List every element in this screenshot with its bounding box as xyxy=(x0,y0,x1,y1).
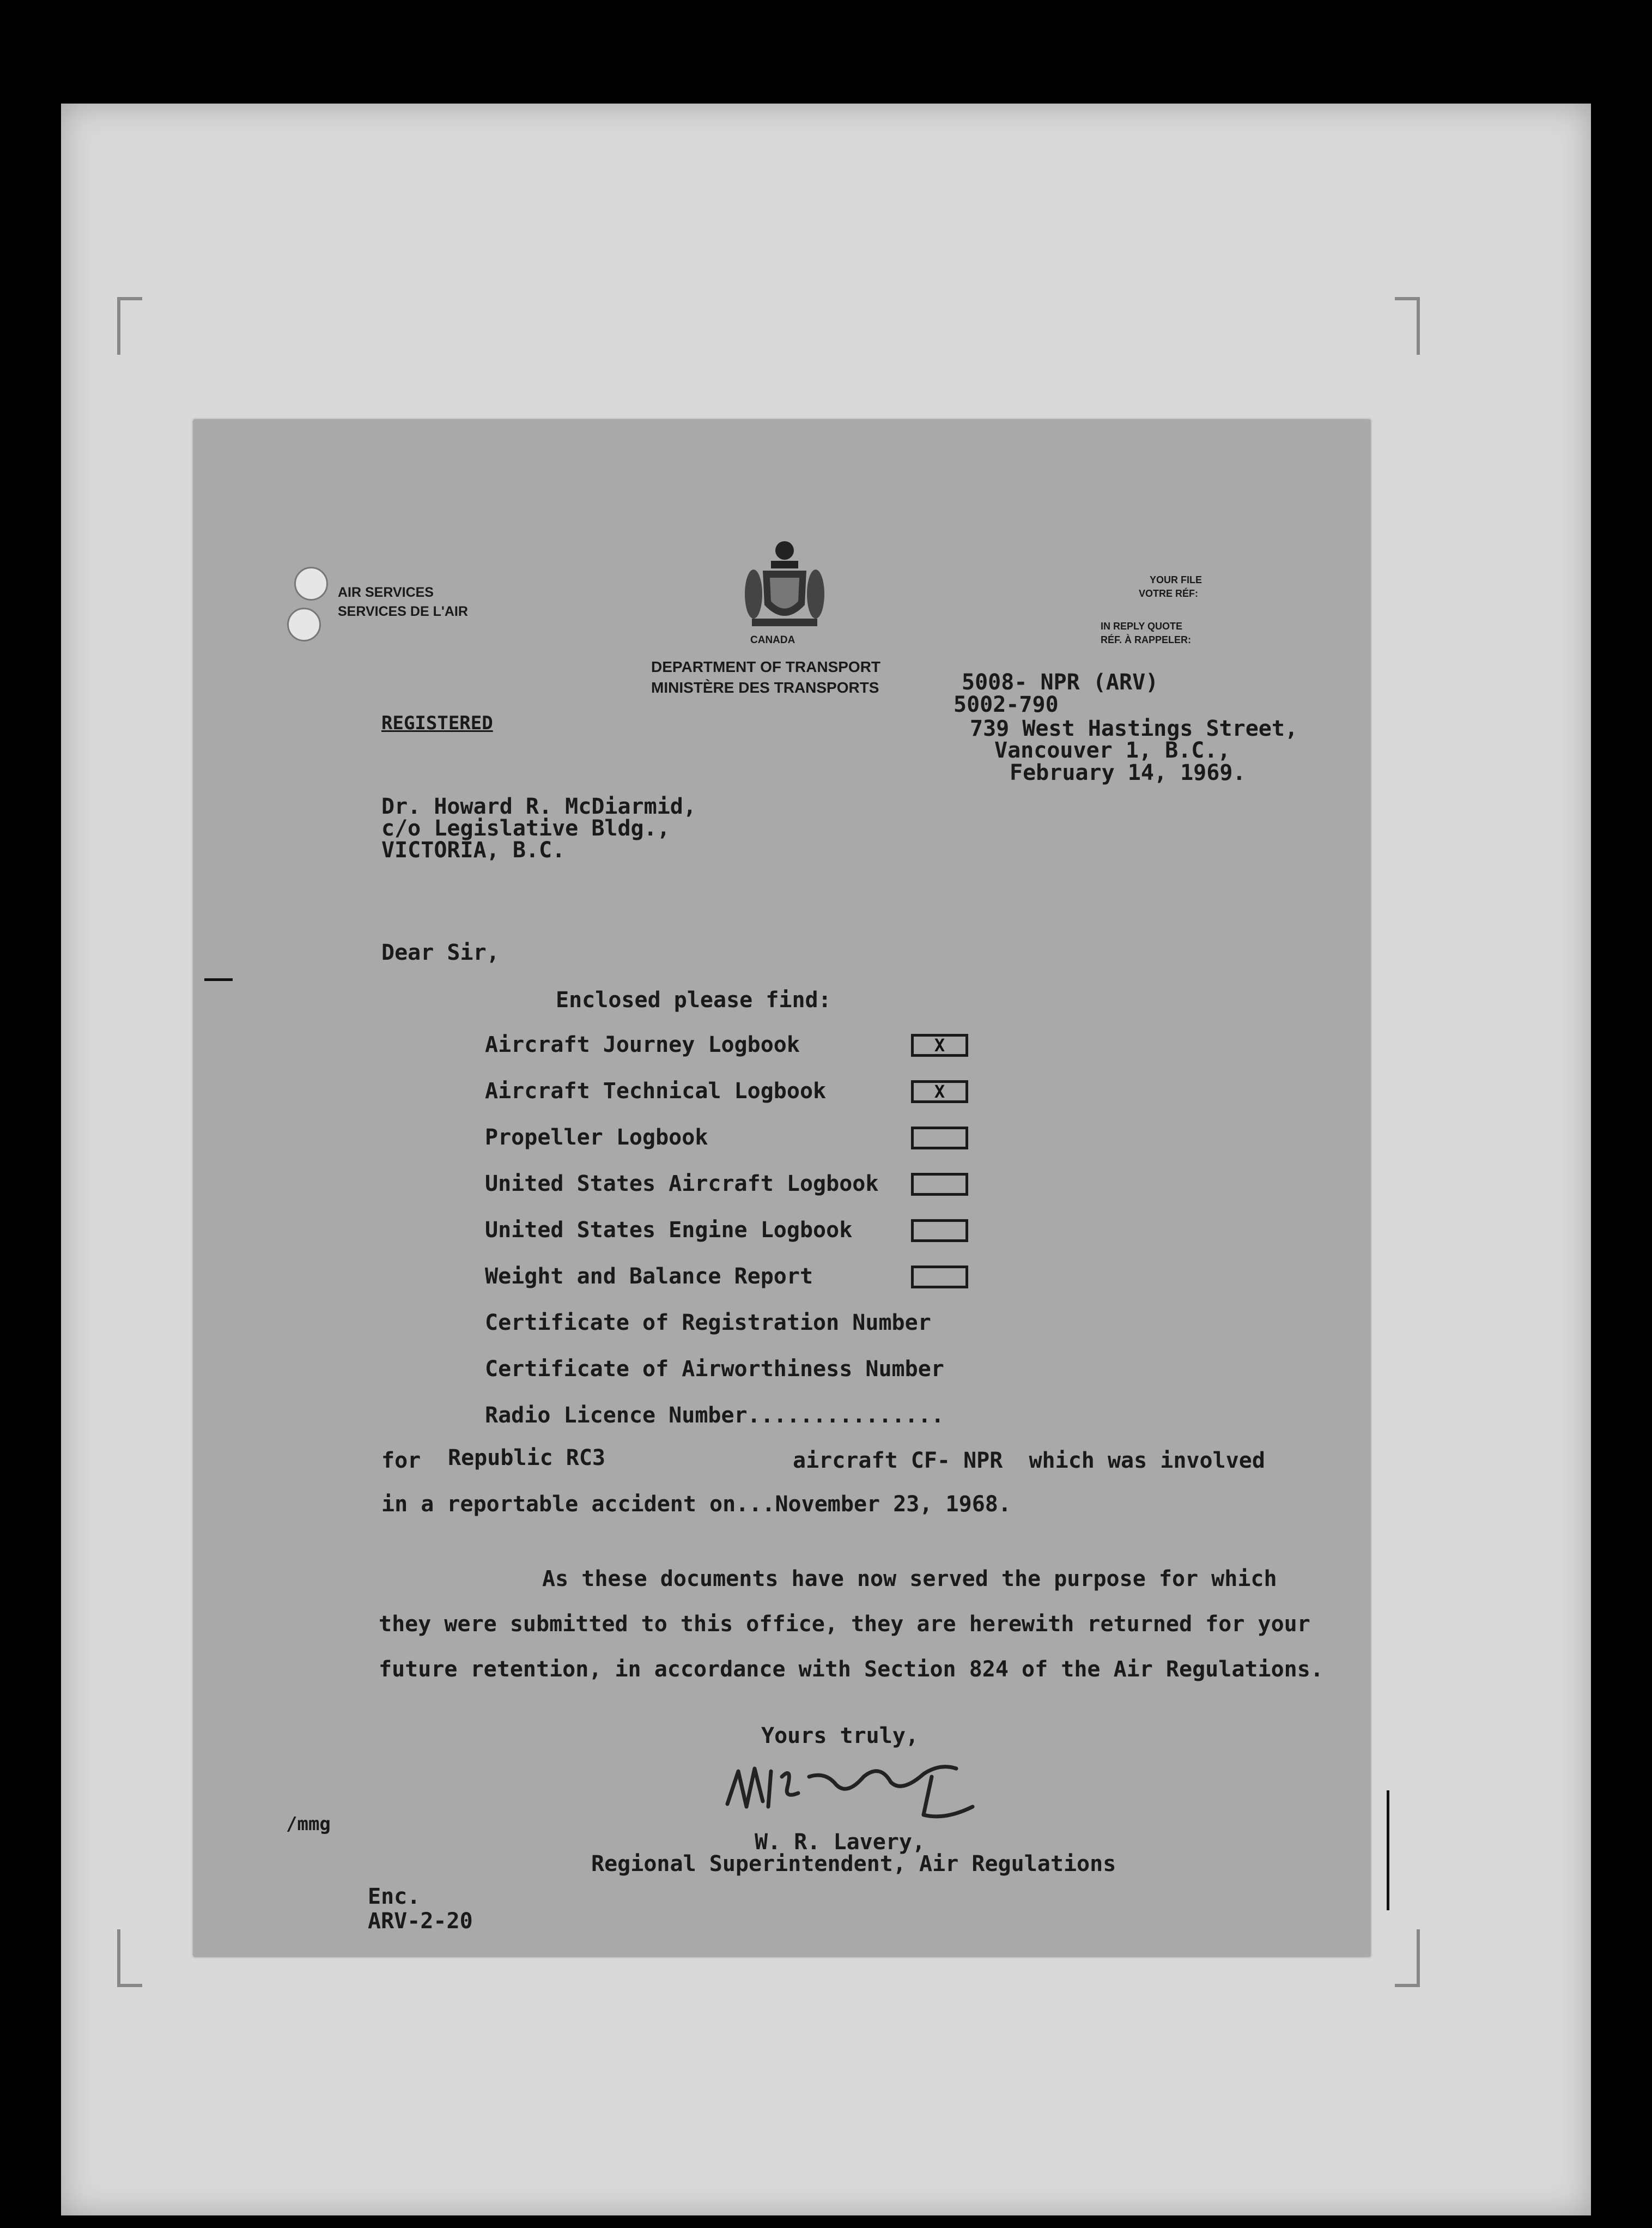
enclosed-intro: Enclosed please find: xyxy=(556,988,831,1013)
recipient-line-1: Dr. Howard R. McDiarmid, xyxy=(381,794,696,819)
crop-mark-top-right xyxy=(1395,297,1420,355)
punch-hole-icon xyxy=(287,608,321,641)
item-label: Propeller Logbook xyxy=(485,1125,708,1150)
enclosure-label: Enc. xyxy=(368,1884,421,1909)
cert-line: Certificate of Registration Number xyxy=(485,1310,931,1335)
letter-date: February 14, 1969. xyxy=(1010,760,1246,785)
item-checkbox xyxy=(911,1266,968,1288)
letter-page xyxy=(193,420,1370,1957)
address-city: Vancouver 1, B.C., xyxy=(994,738,1231,763)
air-services-label: AIR SERVICES xyxy=(338,585,434,600)
item-label: United States Aircraft Logbook xyxy=(485,1171,879,1196)
services-air-label: SERVICES DE L'AIR xyxy=(338,604,468,619)
department-fr: MINISTÈRE DES TRANSPORTS xyxy=(651,679,879,696)
crop-mark-bottom-right xyxy=(1395,1929,1420,1987)
item-label: Aircraft Journey Logbook xyxy=(485,1032,800,1057)
cert-line: Radio Licence Number............... xyxy=(485,1403,944,1428)
crop-mark-bottom-left xyxy=(117,1929,142,1987)
item-checkbox: X xyxy=(911,1080,968,1103)
ref-rappeler-label: RÉF. À RAPPELER: xyxy=(1101,634,1192,645)
typist-initials: /mmg xyxy=(286,1813,331,1835)
body-line: As these documents have now served the purpose for which xyxy=(542,1566,1277,1591)
item-label: United States Engine Logbook xyxy=(485,1218,853,1243)
crop-mark-top-left xyxy=(117,297,142,355)
aircraft-type: Republic RC3 xyxy=(448,1445,605,1470)
registered-stamp: REGISTERED xyxy=(381,712,493,734)
coat-of-arms-icon xyxy=(744,537,825,632)
file-reference-1: 5008- NPR (ARV) xyxy=(962,670,1159,695)
recipient-line-2: c/o Legislative Bldg., xyxy=(381,816,670,841)
body-line: future retention, in accordance with Section 824 of the Air Regulations. xyxy=(379,1657,1323,1682)
margin-line xyxy=(1387,1790,1389,1910)
item-checkbox xyxy=(911,1127,968,1149)
reply-quote-label: IN REPLY QUOTE xyxy=(1101,621,1183,632)
signature-icon xyxy=(716,1755,983,1826)
item-checkbox xyxy=(911,1219,968,1242)
item-label: Weight and Balance Report xyxy=(485,1264,813,1289)
department-en: DEPARTMENT OF TRANSPORT xyxy=(651,658,881,675)
address-street: 739 West Hastings Street, xyxy=(970,716,1298,741)
body-line: they were submitted to this office, they are herewith returned for your xyxy=(379,1612,1310,1637)
item-checkbox: X xyxy=(911,1034,968,1057)
item-label: Aircraft Technical Logbook xyxy=(485,1079,827,1104)
signer-name: W. R. Lavery, xyxy=(755,1830,926,1855)
votre-ref-label: VOTRE RÉF: xyxy=(1139,588,1199,599)
item-checkbox xyxy=(911,1173,968,1196)
canada-label: CANADA xyxy=(750,634,795,646)
punch-hole-icon xyxy=(294,567,328,601)
cert-line: Certificate of Airworthiness Number xyxy=(485,1357,944,1382)
recipient-line-3: VICTORIA, B.C. xyxy=(381,838,566,863)
closing: Yours truly, xyxy=(761,1723,919,1748)
aircraft-registration: aircraft CF- NPR which was involved xyxy=(793,1448,1265,1473)
salutation: Dear Sir, xyxy=(381,940,500,965)
margin-tick xyxy=(204,978,233,981)
form-number: ARV-2-20 xyxy=(368,1909,473,1934)
signer-title: Regional Superintendent, Air Regulations xyxy=(591,1851,1116,1876)
file-reference-2: 5002-790 xyxy=(953,692,1059,717)
accident-line: in a reportable accident on...November 23, 1968. xyxy=(381,1492,1011,1517)
your-file-label: YOUR FILE xyxy=(1150,574,1202,585)
for-label: for xyxy=(381,1448,421,1473)
